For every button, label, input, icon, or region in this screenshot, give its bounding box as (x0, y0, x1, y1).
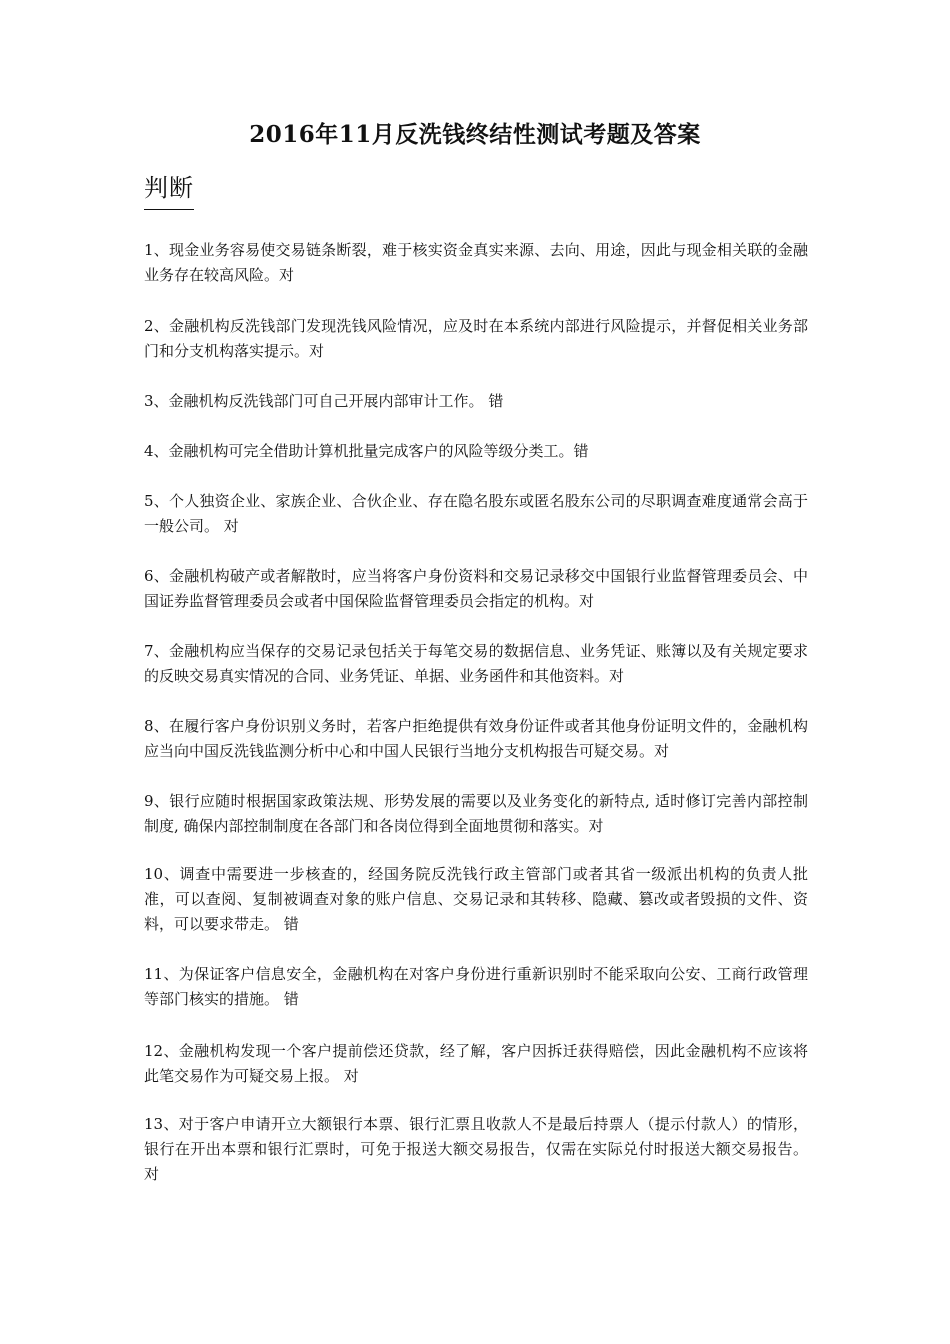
document-title: 2016年11月反洗钱终结性测试考题及答案 (249, 121, 701, 148)
question-item: 13、对于客户申请开立大额银行本票、银行汇票且收款人不是最后持票人（提示付款人）的情形，银行在开出本票和银行汇票时，可免于报送大额交易报告，仅需在实际兑付时报送大额交易报告。 对 (144, 1115, 808, 1183)
question-item: 12、金融机构发现一个客户提前偿还贷款，经了解，客户因拆迁获得赔偿，因此金融机构不应该将此笔交易作为可疑交易上报。 对 (144, 1042, 808, 1085)
question-item: 3、金融机构反洗钱部门可自己开展内部审计工作。 错 (144, 392, 504, 410)
question-item: 7、金融机构应当保存的交易记录包括关于每笔交易的数据信息、业务凭证、账簿以及有关规定要求的反映交易真实情况的合同、业务凭证、单据、业务函件和其他资料。对 (144, 642, 808, 685)
question-item: 10、调查中需要进一步核查的，经国务院反洗钱行政主管部门或者其省一级派出机构的负责人批准，可以查阅、复制被调查对象的账户信息、交易记录和其转移、隐藏、篡改或者毁损的文件、资料，可以要求带走。 错 (144, 865, 808, 933)
question-item: 9、银行应随时根据国家政策法规、形势发展的需要以及业务变化的新特点, 适时修订完善内部控制制度, 确保内部控制制度在各部门和各岗位得到全面地贯彻和落实。对 (144, 792, 808, 835)
section-heading: 判断 (144, 168, 194, 210)
question-item: 1、现金业务容易使交易链条断裂，难于核实资金真实来源、去向、用途，因此与现金相关联的金融业务存在较高风险。对 (144, 241, 808, 284)
question-item: 11、为保证客户信息安全，金融机构在对客户身份进行重新识别时不能采取向公安、工商行政管理等部门核实的措施。 错 (144, 965, 808, 1008)
question-item: 6、金融机构破产或者解散时，应当将客户身份资料和交易记录移交中国银行业监督管理委员会、中国证券监督管理委员会或者中国保险监督管理委员会指定的机构。对 (144, 567, 808, 610)
question-item: 4、金融机构可完全借助计算机批量完成客户的风险等级分类工。错 (144, 442, 589, 460)
question-item: 5、个人独资企业、家族企业、合伙企业、存在隐名股东或匿名股东公司的尽职调查难度通常会高于一般公司。 对 (144, 492, 808, 535)
question-item: 2、金融机构反洗钱部门发现洗钱风险情况，应及时在本系统内部进行风险提示，并督促相关业务部门和分支机构落实提示。对 (144, 317, 808, 360)
question-item: 8、在履行客户身份识别义务时，若客户拒绝提供有效身份证件或者其他身份证明文件的，金融机构应当向中国反洗钱监测分析中心和中国人民银行当地分支机构报告可疑交易。对 (144, 717, 808, 760)
